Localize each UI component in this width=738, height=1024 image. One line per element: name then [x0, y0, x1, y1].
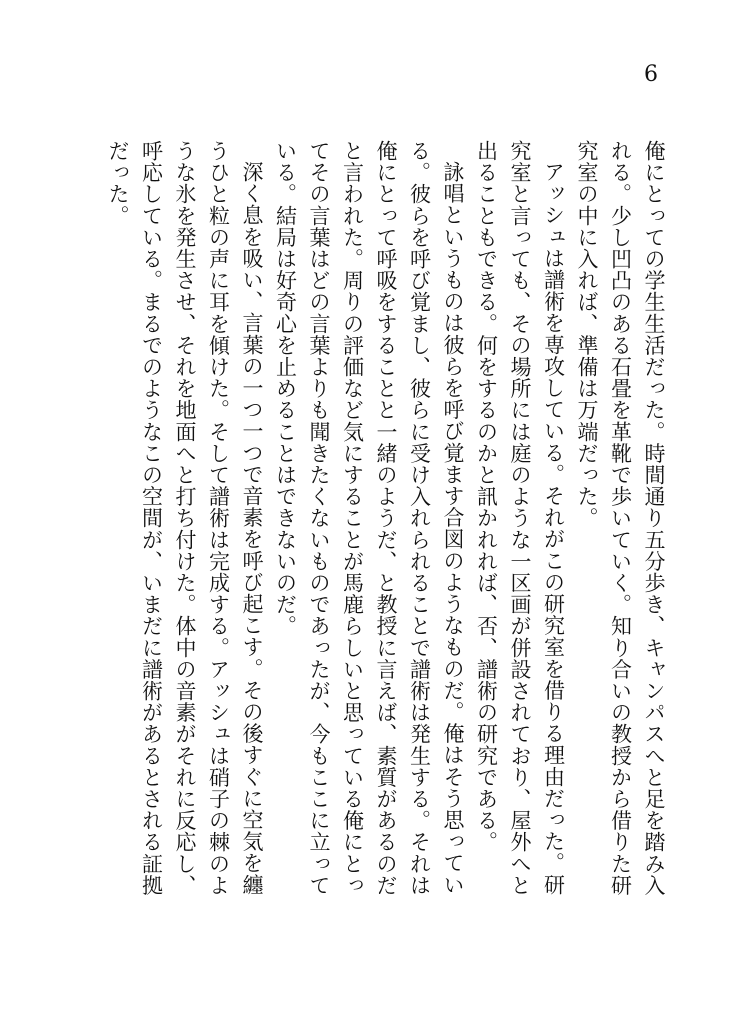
- paragraph-1: 俺にとっての学生生活だった。時間通り五分歩き、キャンパスへと足を踏み入れる。少し凹凸のある石畳を革靴で歩いていく。知り合いの教授から借りた研究室の中に入れば、準備は万端だった。: [575, 140, 666, 896]
- paragraph-4: 深く息を吸い、言葉の一つ一つで音素を呼び起こす。その後すぐに空気を纏うひと粒の声に耳を傾けた。そして譜術は完成する。アッシュは硝子の棘のような氷を発生させ、それを地面へと打ち付けた。体中の音素がそれに反応し、呼応している。まるでのようなこの空間が、いまだに譜術があるとされる証拠だった。: [106, 140, 264, 896]
- body-text: [101, 140, 671, 900]
- paragraph-2: アッシュは譜術を専攻している。それがこの研究室を借りる理由だった。研究室と言っても、その場所には庭のような一区画が併設されており、屋外へと出ることもできる。何をするのかと訊かれれば、否、譜術の研究である。: [474, 140, 566, 896]
- page-number: 6: [644, 62, 658, 87]
- paragraph-3: 詠唱というものは彼らを呼び覚ます合図のようなものだ。俺はそう思っている。彼らを呼び覚まし、彼らに受け入れられることで譜術は発生する。それは俺にとって呼吸をすることと一緒のようだ、と教授に言えば、素質があるのだと言われた。周りの評価など気にすることが馬鹿らしいと思っている俺にとってその言葉はどの言葉よりも聞きたくないものであったが、今もここに立っている。結局は好奇心を止めることはできないのだ。: [273, 140, 465, 896]
